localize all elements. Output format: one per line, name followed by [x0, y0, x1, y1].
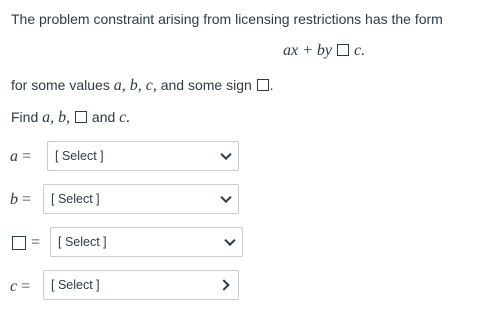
formula-left: ax + by [283, 42, 332, 59]
find-vars: a, b, [42, 109, 71, 126]
select-a-value: [ Select ] [55, 149, 104, 163]
select-b-value: [ Select ] [51, 192, 100, 206]
chevron-right-icon [218, 279, 229, 290]
sign-box-icon [12, 236, 26, 250]
formula-right: c. [354, 42, 366, 59]
var-label-a: a = [10, 148, 32, 165]
values-vars: a, b, c, [113, 77, 157, 94]
find-and: and [88, 109, 120, 125]
answer-row-c [10, 278, 30, 296]
sign-box-icon [75, 111, 87, 123]
values-statement: for some values a, b, c, and some sign . [11, 77, 274, 94]
var-label-c: c = [10, 278, 31, 295]
find-prefix: Find [11, 109, 43, 125]
values-prefix: for some values [11, 77, 114, 93]
select-c[interactable] [43, 270, 239, 300]
select-c-value: [ Select ] [51, 278, 100, 292]
select-sign-value: [ Select ] [58, 235, 107, 249]
find-statement [11, 109, 130, 127]
select-sign[interactable] [50, 227, 243, 257]
values-suffix: and some sign [156, 77, 252, 93]
var-label-b: b = [10, 191, 32, 208]
constraint-formula [283, 42, 365, 60]
sign-box-icon [337, 44, 349, 56]
problem-statement [11, 11, 443, 27]
chevron-down-icon [220, 192, 231, 203]
answer-row-a [10, 148, 31, 166]
select-a[interactable] [47, 141, 239, 171]
var-label-sign: = [31, 234, 41, 251]
find-c: c. [119, 109, 131, 126]
sign-box-icon [257, 79, 269, 91]
chevron-down-icon [220, 149, 231, 160]
select-b[interactable] [43, 184, 239, 214]
answer-row-b [10, 191, 31, 209]
problem-intro-text: The problem constraint arising from licensing restrictions has the form [11, 11, 443, 27]
chevron-down-icon [224, 235, 235, 246]
answer-row-sign [11, 234, 40, 252]
